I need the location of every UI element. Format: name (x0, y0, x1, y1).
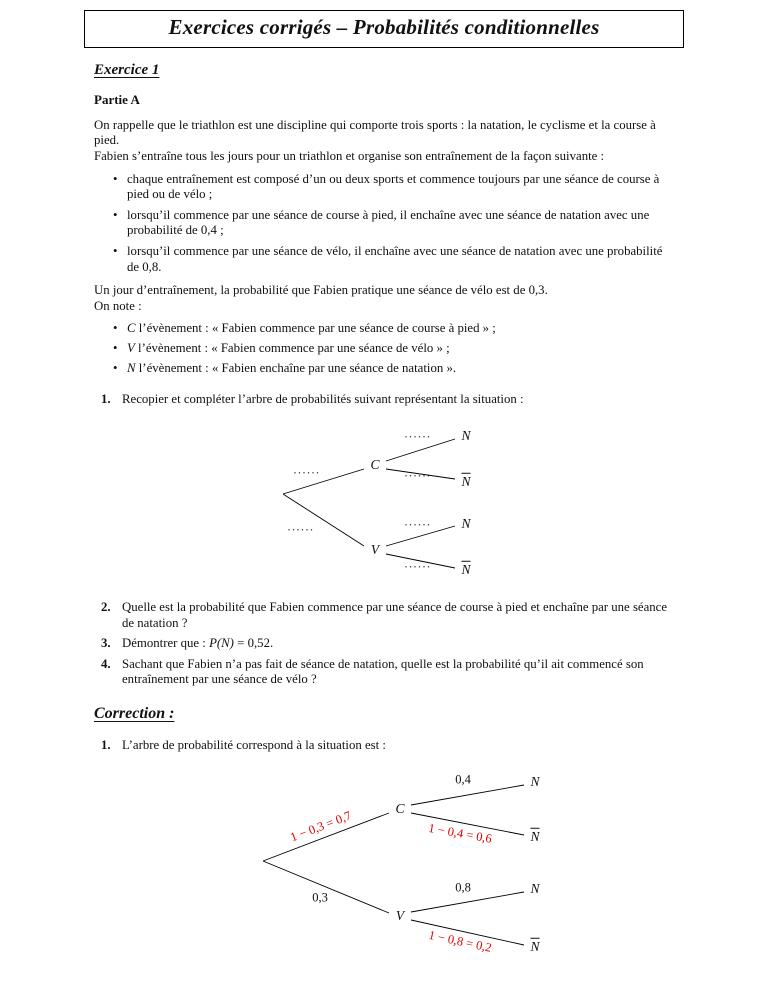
bullet-icon: • (113, 171, 118, 186)
probability-tree-correction (0, 758, 768, 970)
questions-section (94, 600, 672, 754)
tree-node-n-bottom: N (461, 515, 471, 531)
intro-line-1: On rappelle que le triathlon est une discipline qui comporte trois sports : la natation, le cyclisme et la course à pied. (94, 117, 656, 148)
bullet-icon: • (113, 244, 118, 259)
probability-paragraph (94, 283, 672, 314)
tree-node-v: V (395, 907, 405, 923)
branch-c-n (386, 439, 455, 461)
rules-list (94, 172, 672, 276)
branch-c-n (411, 785, 524, 805)
branch-label-root-c: 1 − 0,3 = 0,7 (288, 808, 354, 845)
document-title-box (84, 10, 684, 48)
question-1 (94, 392, 672, 408)
bullet-icon: • (113, 360, 118, 375)
tree-branches (0, 758, 768, 970)
bullet-icon: • (113, 207, 118, 222)
event-variable: V (127, 341, 135, 356)
event-definition (127, 321, 672, 337)
list-item (94, 321, 672, 337)
probability-tree-exercise (0, 422, 768, 590)
question-number: 1. (101, 392, 111, 407)
list-item (94, 361, 672, 377)
list-item (94, 244, 672, 275)
question-text: Sachant que Fabien n’a pas fait de séance de natation, quelle est la probabilité qu’il ait commencé son entraînement par une séance de vélo ? (122, 656, 644, 687)
list-item (94, 341, 672, 357)
branch-label-root-v: ...... (287, 519, 315, 534)
tree-node-nbar-top: $\overline{N}$ (530, 828, 540, 844)
list-item (94, 208, 672, 239)
tree-node-n-bottom: N (530, 880, 540, 896)
question-text: Quelle est la probabilité que Fabien commence par une séance de course à pied et enchaîne par une séance de natation ? (122, 599, 668, 630)
event-definition (127, 361, 672, 377)
branch-label-v-n: 0,8 (455, 880, 471, 895)
question-text-suffix: = 0,52. (233, 636, 274, 651)
document-page (0, 10, 768, 1004)
tree-node-n-top: N (530, 773, 540, 789)
tree-node-c: C (370, 456, 380, 472)
correction-item-1 (94, 738, 672, 754)
bullet-icon: • (113, 341, 118, 356)
question-text: Recopier et compléter l’arbre de probabilités suivant représentant la situation : (122, 392, 524, 407)
tree-branches (0, 422, 768, 590)
tree-node-nbar-top: $\overline{N}$ (461, 473, 471, 489)
events-list (94, 321, 672, 376)
intro-paragraph (94, 118, 672, 165)
question-3 (94, 636, 672, 652)
note-label: On note : (94, 298, 142, 313)
tree-node-n-top: N (461, 427, 471, 443)
event-variable: C (127, 321, 136, 336)
question-4 (94, 657, 672, 688)
probability-line: Un jour d’entraînement, la probabilité que Fabien pratique une séance de vélo est de 0,3. (94, 283, 548, 298)
event-text: l’évènement : « Fabien commence par une séance de course à pied » ; (135, 321, 496, 336)
math-expression: P(N) (209, 636, 234, 651)
event-variable: N (127, 360, 136, 375)
event-text: l’évènement : « Fabien commence par une séance de vélo » ; (134, 341, 450, 356)
branch-label-v-nbar: ...... (404, 556, 432, 571)
question-number: 3. (101, 636, 111, 651)
exercise-section (94, 48, 672, 408)
question-text (122, 636, 672, 652)
tree-node-c: C (395, 800, 405, 816)
tree-node-nbar-bottom: $\overline{N}$ (530, 938, 540, 954)
tree-node-v: V (370, 541, 380, 557)
branch-label-c-nbar: 1 − 0,4 = 0,6 (427, 821, 493, 846)
question-number: 1. (101, 738, 111, 753)
branch-label-root-c: ...... (293, 462, 321, 477)
list-item (94, 172, 672, 203)
branch-label-root-v: 0,3 (312, 890, 328, 905)
document-title: Exercices corrigés – Probabilités conditionnelles (168, 15, 600, 39)
branch-label-v-nbar: 1 − 0,8 = 0,2 (427, 927, 493, 955)
question-text-prefix: Démontrer que : (122, 636, 210, 651)
branch-label-v-n: ...... (404, 514, 432, 529)
exercise-heading: Exercice 1 (94, 61, 160, 78)
rule-text: chaque entraînement est composé d’un ou deux sports et commence toujours par une séance de course à pied ou de vélo ; (127, 171, 660, 202)
event-text: l’évènement : « Fabien enchaîne par une séance de natation ». (135, 360, 457, 375)
bullet-icon: • (113, 321, 118, 336)
event-definition (127, 341, 672, 357)
intro-line-2: Fabien s’entraîne tous les jours pour un triathlon et organise son entraînement de la façon suivante : (94, 148, 605, 163)
question-number: 4. (101, 656, 111, 671)
part-a-heading: Partie A (94, 91, 140, 107)
rule-text: lorsqu’il commence par une séance de course à pied, il enchaîne avec une séance de natation avec une probabilité de 0,4 ; (127, 207, 650, 238)
tree-node-nbar-bottom: $\overline{N}$ (461, 561, 471, 577)
question-number: 2. (101, 599, 111, 614)
rule-text: lorsqu’il commence par une séance de vélo, il enchaîne avec une séance de natation avec une probabilité de 0,8. (127, 244, 663, 274)
branch-label-c-nbar: ...... (404, 465, 432, 480)
branch-label-c-n: ...... (404, 426, 432, 441)
correction-text: L’arbre de probabilité correspond à la situation est : (122, 738, 386, 753)
correction-heading: Correction : (94, 704, 175, 722)
question-2 (94, 600, 672, 631)
branch-label-c-n: 0,4 (455, 772, 471, 787)
